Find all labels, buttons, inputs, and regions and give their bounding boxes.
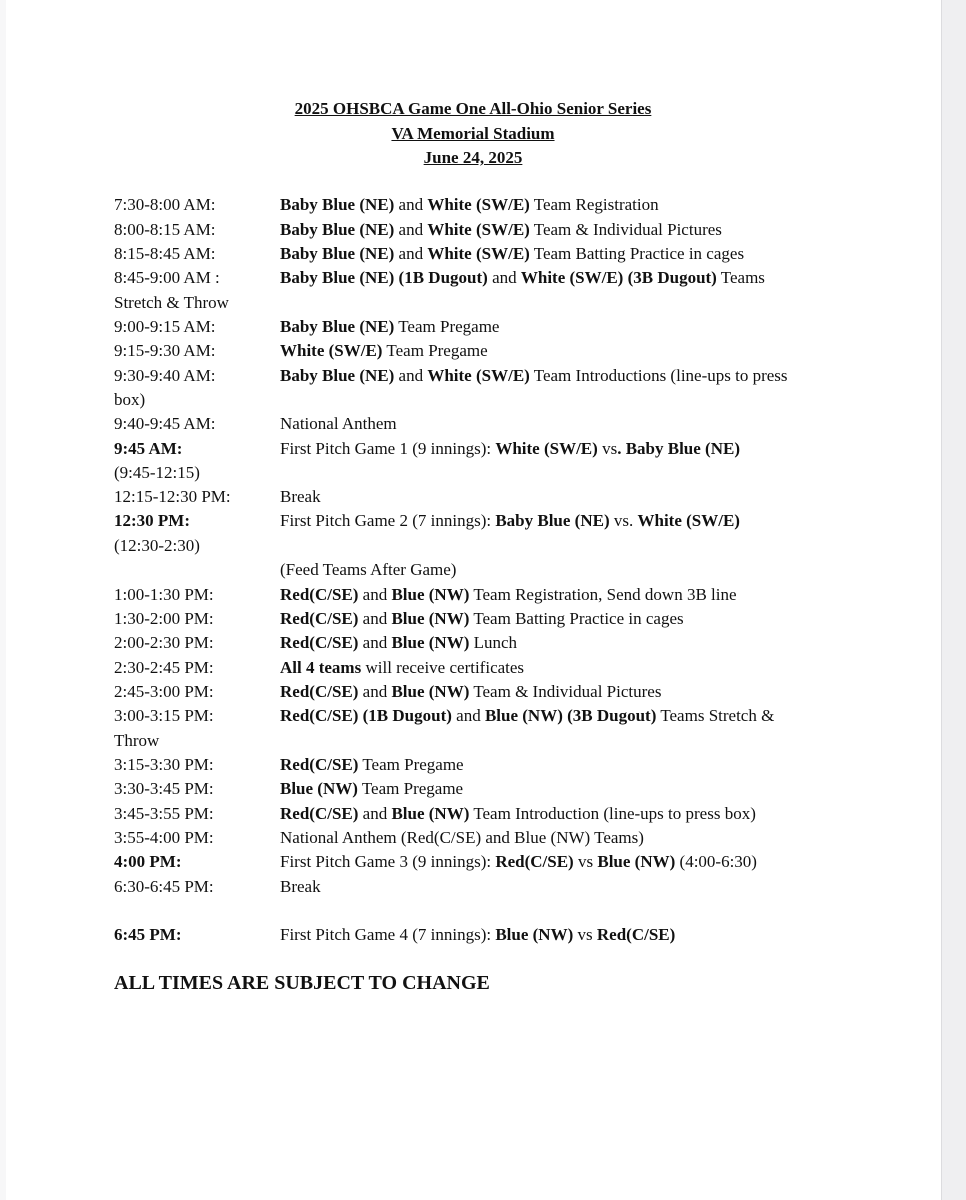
- schedule-time: 3:55-4:00 PM:: [114, 828, 214, 847]
- schedule-description: Red(C/SE) and Blue (NW) Team Introduction (line-ups to press box): [280, 803, 756, 823]
- schedule-time: 12:30 PM:: [114, 511, 191, 530]
- schedule-description: White (SW/E) Team Pregame: [280, 341, 488, 360]
- schedule-row: [0, 487, 944, 511]
- schedule-row: [0, 317, 944, 341]
- schedule-time: 8:15-8:45 AM:: [114, 244, 216, 263]
- schedule-row: [0, 244, 944, 268]
- schedule-description: All 4 teams will receive certificates: [280, 657, 525, 677]
- schedule-description: First Pitch Game 1 (9 innings): White (SW/E) vs. Baby Blue (NE): [280, 438, 740, 458]
- schedule-row: [0, 658, 944, 682]
- schedule-description: Red(C/SE) and Blue (NW) Team Batting Practice in cages: [280, 609, 684, 628]
- schedule-description: Baby Blue (NE) and White (SW/E) Team Introductions (line-ups to press: [280, 365, 788, 385]
- schedule-description-continued: (12:30-2:30): [114, 535, 200, 555]
- schedule-row: [0, 511, 944, 535]
- document-header: [0, 97, 944, 171]
- schedule-description-continued: box): [114, 390, 146, 409]
- schedule-description: Break: [280, 876, 321, 896]
- schedule-row-continuation: [0, 463, 944, 487]
- schedule-time: 3:45-3:55 PM:: [114, 803, 214, 823]
- schedule-row: [0, 706, 944, 730]
- schedule-time: 2:30-2:45 PM:: [114, 657, 214, 677]
- schedule-row: [0, 925, 944, 949]
- schedule-row-continuation: [0, 390, 944, 414]
- schedule-row: [0, 560, 944, 584]
- schedule-time: 3:30-3:45 PM:: [114, 779, 214, 798]
- page-right-edge: [941, 0, 966, 1200]
- schedule-row: [0, 682, 944, 706]
- schedule-time: 6:45 PM:: [114, 925, 182, 944]
- schedule-row: [0, 852, 944, 876]
- schedule-description: Red(C/SE) and Blue (NW) Team & Individual Pictures: [280, 682, 662, 701]
- schedule-row: [0, 828, 944, 852]
- schedule-description: (Feed Teams After Game): [280, 560, 457, 579]
- schedule-row: [0, 877, 944, 901]
- schedule-description: Baby Blue (NE) and White (SW/E) Team Registration: [280, 195, 659, 214]
- schedule-description: Blue (NW) Team Pregame: [280, 779, 464, 798]
- schedule-description: Red(C/SE) and Blue (NW) Team Registration, Send down 3B line: [280, 584, 737, 604]
- schedule-description: Red(C/SE) (1B Dugout) and Blue (NW) (3B Dugout) Teams Stretch &: [280, 706, 775, 725]
- schedule-row: [0, 439, 944, 463]
- schedule-time: 9:00-9:15 AM:: [114, 317, 216, 336]
- document-date: June 24, 2025: [423, 148, 523, 167]
- schedule-row: [0, 366, 944, 390]
- schedule-time: 1:30-2:00 PM:: [114, 609, 214, 628]
- schedule-row: [0, 755, 944, 779]
- schedule-row-continuation: [0, 293, 944, 317]
- schedule-time: 9:30-9:40 AM:: [114, 365, 216, 385]
- schedule-time: 8:45-9:00 AM :: [114, 268, 220, 287]
- schedule-time: 4:00 PM:: [114, 852, 182, 871]
- document-venue: VA Memorial Stadium: [391, 123, 555, 143]
- schedule-row: [0, 195, 944, 219]
- schedule-time: 9:15-9:30 AM:: [114, 341, 216, 360]
- schedule-row: [0, 341, 944, 365]
- schedule-time: 8:00-8:15 AM:: [114, 219, 216, 239]
- schedule-time: 2:00-2:30 PM:: [114, 633, 214, 652]
- schedule-time: 12:15-12:30 PM:: [114, 487, 231, 506]
- schedule-row: [0, 804, 944, 828]
- schedule-description: National Anthem: [280, 414, 397, 433]
- schedule-description: Baby Blue (NE) and White (SW/E) Team Batting Practice in cages: [280, 244, 745, 263]
- schedule-description: Baby Blue (NE) Team Pregame: [280, 317, 500, 336]
- schedule-row: [0, 220, 944, 244]
- schedule-row: [0, 779, 944, 803]
- schedule-description: Red(C/SE) and Blue (NW) Lunch: [280, 633, 518, 652]
- schedule-description-continued: Throw: [114, 730, 160, 750]
- document-title: 2025 OHSBCA Game One All-Ohio Senior Series: [294, 99, 652, 118]
- schedule-description: Baby Blue (NE) and White (SW/E) Team & Individual Pictures: [280, 219, 722, 239]
- schedule-description-continued: (9:45-12:15): [114, 463, 200, 482]
- disclaimer-footer: ALL TIMES ARE SUBJECT TO CHANGE: [114, 972, 490, 994]
- schedule-row: [0, 585, 944, 609]
- schedule-description: First Pitch Game 2 (7 innings): Baby Blue (NE) vs. White (SW/E): [280, 511, 740, 530]
- schedule-description-continued: Stretch & Throw: [114, 292, 229, 312]
- schedule-description: Red(C/SE) Team Pregame: [280, 755, 464, 774]
- schedule-row: [0, 609, 944, 633]
- schedule-description: National Anthem (Red(C/SE) and Blue (NW) Teams): [280, 828, 644, 847]
- schedule-time: 1:00-1:30 PM:: [114, 584, 214, 604]
- schedule-time: 9:40-9:45 AM:: [114, 414, 216, 433]
- schedule-row: [0, 633, 944, 657]
- schedule-row-continuation: [0, 536, 944, 560]
- schedule-description: Break: [280, 487, 321, 506]
- schedule-description: First Pitch Game 4 (7 innings): Blue (NW) vs Red(C/SE): [280, 925, 676, 944]
- schedule-time: 7:30-8:00 AM:: [114, 195, 216, 214]
- schedule-row: [0, 414, 944, 438]
- schedule-time: 3:00-3:15 PM:: [114, 706, 214, 725]
- schedule-row-continuation: [0, 731, 944, 755]
- schedule-time: 6:30-6:45 PM:: [114, 876, 214, 896]
- schedule-description: First Pitch Game 3 (9 innings): Red(C/SE) vs Blue (NW) (4:00-6:30): [280, 852, 757, 871]
- schedule-time: 9:45 AM:: [114, 438, 183, 458]
- schedule-row: [0, 268, 944, 292]
- schedule-time: 3:15-3:30 PM:: [114, 755, 214, 774]
- schedule-description: Baby Blue (NE) (1B Dugout) and White (SW/E) (3B Dugout) Teams: [280, 268, 765, 287]
- schedule-time: 2:45-3:00 PM:: [114, 682, 214, 701]
